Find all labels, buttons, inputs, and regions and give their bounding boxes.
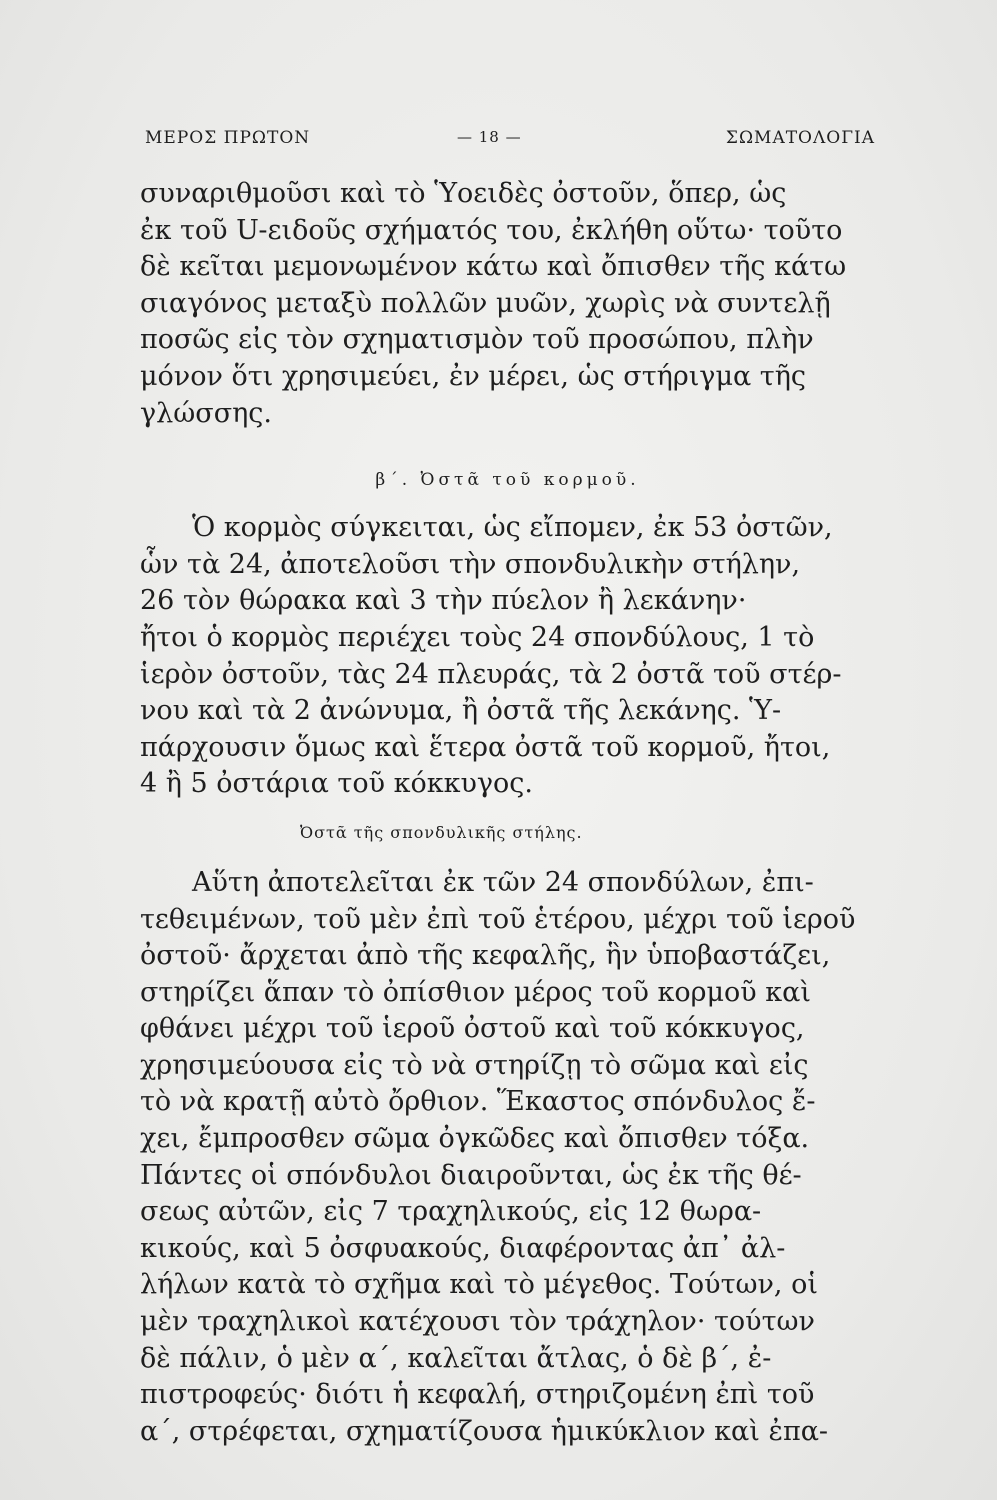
text-line: α΄, στρέφεται, σχηματίζουσα ἡμικύκλιον καὶ ἐπα-: [140, 1415, 829, 1447]
page-number: — 18 —: [457, 128, 522, 146]
text-line: Αὕτη ἀποτελεῖται ἐκ τῶν 24 σπονδύλων, ἐπι-: [192, 866, 814, 898]
text-line: στηρίζει ἅπαν τὸ ὀπίσθιον μέρος τοῦ κορμοῦ καὶ: [140, 976, 811, 1008]
text-line: φθάνει μέχρι τοῦ ἱεροῦ ὀστοῦ καὶ τοῦ κόκκυγος,: [140, 1013, 805, 1045]
text-line: ἐκ τοῦ U-ειδοῦς σχήματός του, ἐκλήθη οὕτω· τοῦτο: [140, 214, 843, 246]
text-line: νου καὶ τὰ 2 ἀνώνυμα, ἢ ὀστᾶ τῆς λεκάνης. Ὑ-: [140, 695, 782, 727]
section-heading-trunk-bones: β΄. Ὀστᾶ τοῦ κορμοῦ.: [375, 470, 640, 491]
text-line: ἱερὸν ὀστοῦν, τὰς 24 πλευράς, τὰ 2 ὀστᾶ τοῦ στέρ-: [140, 658, 842, 690]
text-line: πιστροφεύς· διότι ἡ κεφαλή, στηριζομένη ἐπὶ τοῦ: [140, 1379, 815, 1411]
paragraph-spine: [140, 865, 875, 1451]
text-line: 4 ἢ 5 ὀστάρια τοῦ κόκκυγος.: [140, 768, 533, 800]
text-line: χει, ἔμπροσθεν σῶμα ὀγκῶδες καὶ ὄπισθεν τόξα.: [140, 1123, 810, 1155]
text-line: δὲ πάλιν, ὁ μὲν α΄, καλεῖται ἄτλας, ὁ δὲ β΄, ἐ-: [140, 1342, 772, 1374]
text-line: λήλων κατὰ τὸ σχῆμα καὶ τὸ μέγεθος. Τούτων, οἱ: [140, 1269, 818, 1301]
text-line: Πάντες οἱ σπόνδυλοι διαιροῦνται, ὡς ἐκ τῆς θέ-: [140, 1159, 802, 1191]
paragraph-trunk: [140, 510, 875, 803]
header-part-title: ΜΕΡΟΣ ΠΡΩΤΟΝ: [145, 128, 311, 148]
section-heading-spine: Ὀστᾶ τῆς σπονδυλικῆς στήλης.: [300, 822, 583, 842]
text-line: δὲ κεῖται μεμονωμένον κάτω καὶ ὄπισθεν τῆς κάτω: [140, 251, 847, 283]
text-line: ὧν τὰ 24, ἀποτελοῦσι τὴν σπονδυλικὴν στήλην,: [140, 548, 801, 580]
text-line: ποσῶς εἰς τὸν σχηματισμὸν τοῦ προσώπου, πλὴν: [140, 324, 814, 356]
text-line: κικούς, καὶ 5 ὀσφυακούς, διαφέροντας ἀπ᾽ ἀλ-: [140, 1232, 786, 1264]
header-section-title: ΣΩΜΑΤΟΛΟΓΙΑ: [725, 128, 875, 148]
text-line: συναριθμοῦσι καὶ τὸ Ὑοειδὲς ὀστοῦν, ὅπερ, ὡς: [140, 178, 787, 209]
text-line: τεθειμένων, τοῦ μὲν ἐπὶ τοῦ ἑτέρου, μέχρι τοῦ ἱεροῦ: [140, 903, 856, 935]
text-line: Ὁ κορμὸς σύγκειται, ὡς εἴπομεν, ἐκ 53 ὀστῶν,: [192, 512, 833, 544]
text-line: σεως αὐτῶν, εἰς 7 τραχηλικούς, εἰς 12 θωρα-: [140, 1196, 762, 1228]
body-text: [140, 176, 875, 1450]
text-line: ἤτοι ὁ κορμὸς περιέχει τοὺς 24 σπονδύλους, 1 τὸ: [140, 621, 815, 653]
text-line: γλώσσης.: [140, 397, 273, 429]
text-line: μόνον ὅτι χρησιμεύει, ἐν μέρει, ὡς στήριγμα τῆς: [140, 360, 807, 392]
text-line: πάρχουσιν ὅμως καὶ ἕτερα ὀστᾶ τοῦ κορμοῦ, ἤτοι,: [140, 731, 831, 763]
text-line: 26 τὸν θώρακα καὶ 3 τὴν πύελον ἢ λεκάνην·: [140, 585, 747, 617]
text-line: ὀστοῦ· ἄρχεται ἀπὸ τῆς κεφαλῆς, ἣν ὑποβαστάζει,: [140, 940, 831, 972]
text-line: τὸ νὰ κρατῇ αὐτὸ ὄρθιον. Ἕκαστος σπόνδυλος ἔ-: [140, 1086, 816, 1118]
paragraph-hyoid: [140, 176, 875, 432]
text-line: σιαγόνος μεταξὺ πολλῶν μυῶν, χωρὶς νὰ συντελῇ: [140, 287, 831, 319]
text-line: χρησιμεύουσα εἰς τὸ νὰ στηρίζῃ τὸ σῶμα καὶ εἰς: [140, 1049, 809, 1081]
text-line: μὲν τραχηλικοὶ κατέχουσι τὸν τράχηλον· τούτων: [140, 1306, 815, 1338]
